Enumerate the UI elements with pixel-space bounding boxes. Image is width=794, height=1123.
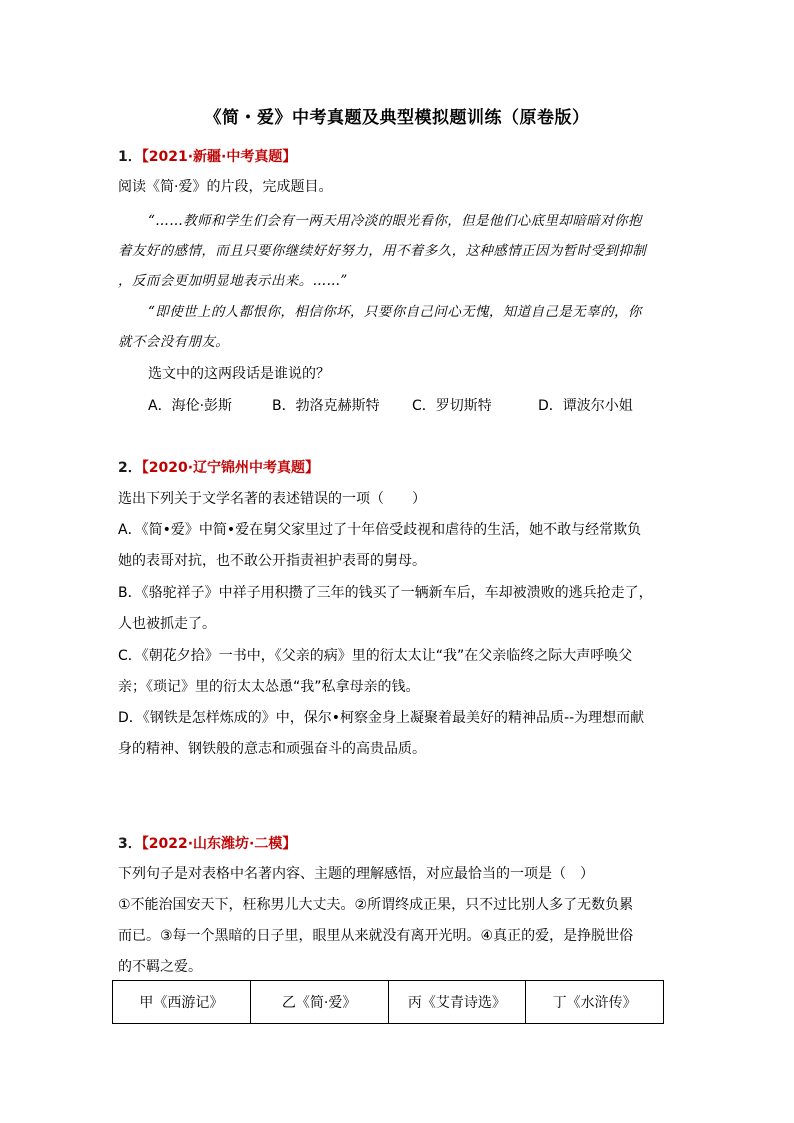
q2-number: 2．: [118, 460, 142, 476]
q3-sentences-line2: 而已。③每一个黑暗的日子里，眼里从来就没有离开光明。④真正的爱，是挣脱世俗: [118, 928, 634, 944]
q1-intro: 阅读《简·爱》的片段，完成题目。: [118, 179, 333, 195]
table-cell-yi: 乙《简·爱》: [250, 981, 388, 1024]
q2-stem: 选出下列关于文学名著的表述错误的一项（ ）: [118, 491, 426, 507]
q3-number: 3．: [118, 836, 142, 852]
q2-option-b-line1: B．《骆驼祥子》中祥子用积攒了三年的钱买了一辆新车后，车却被溃败的逃兵抢走了，: [118, 585, 653, 601]
q3-works-table: [112, 980, 664, 1024]
q2-source: 【2020·辽宁锦州中考真题】: [141, 460, 320, 476]
q2-option-a-line2: 她的表哥对抗，也不敢公开指责袒护表哥的舅母。: [118, 553, 426, 569]
q1-quote1-line2: 着友好的感情，而且只要你继续好好努力，用不着多久，这种感情正因为暂时受到抑制: [118, 243, 647, 259]
q1-option-a: A．海伦·彭斯: [148, 398, 233, 414]
q1-option-d: D．谭波尔小姐: [538, 398, 633, 414]
q2-option-d-line1: D．《钢铁是怎样炼成的》中，保尔•柯察金身上凝聚着最美好的精神品质--为理想而献: [118, 710, 645, 726]
table-cell-jia: 甲《西游记》: [113, 981, 251, 1024]
q2-option-c-line2: 亲；《琐记》里的衍太太怂恿“我”私拿母亲的钱。: [118, 679, 420, 695]
q1-source: 【2021·新疆·中考真题】: [141, 149, 297, 165]
document-title: 《简・爱》中考真题及典型模拟题训练（原卷版）: [204, 108, 590, 128]
q1-quote2-line2: 就不会没有朋友。: [118, 334, 230, 350]
q1-quote1-line1: “……教师和学生们会有一两天用冷淡的眼光看你，但是他们心底里却暗暗对你抱: [148, 213, 642, 229]
q1-question: 选文中的这两段话是谁说的？: [148, 366, 330, 382]
q1-heading: [118, 146, 296, 166]
q3-stem: 下列句子是对表格中名著内容、主题的理解感悟，对应最恰当的一项是（ ）: [118, 866, 594, 882]
q1-option-b: B．勃洛克赫斯特: [272, 398, 380, 414]
q1-quote2-line1: “即使世上的人都恨你，相信你坏，只要你自己问心无愧，知道自己是无辜的，你: [148, 304, 642, 320]
q3-source: 【2022·山东潍坊·二模】: [141, 836, 297, 852]
q2-heading: [118, 457, 319, 477]
q3-sentences-line1: ①不能治国安天下，枉称男儿大丈夫。②所谓终成正果，只不过比别人多了无数负累: [118, 897, 634, 913]
q2-option-b-line2: 人也被抓走了。: [118, 616, 216, 632]
q1-options: [148, 395, 633, 415]
q2-option-a-line1: A．《简•爱》中简•爱在舅父家里过了十年倍受歧视和虐待的生活，她不敢与经常欺负: [118, 522, 642, 538]
table-row: [113, 981, 664, 1024]
q2-option-c-line1: C．《朝花夕拾》一书中，《父亲的病》里的衍太太让“我”在父亲临终之际大声呼唤父: [118, 648, 633, 664]
q1-option-c: C．罗切斯特: [412, 398, 492, 414]
table-cell-bing: 丙《艾青诗选》: [388, 981, 526, 1024]
q1-number: 1．: [118, 149, 142, 165]
q2-option-d-line2: 身的精神、钢铁般的意志和顽强奋斗的高贵品质。: [118, 741, 426, 757]
q3-sentences-line3: 的不羁之爱。: [118, 959, 202, 975]
table-cell-ding: 丁《水浒传》: [526, 981, 664, 1024]
q1-quote1-line3: ，反而会更加明显地表示出来。……”: [118, 273, 348, 289]
q3-heading: [118, 833, 296, 853]
